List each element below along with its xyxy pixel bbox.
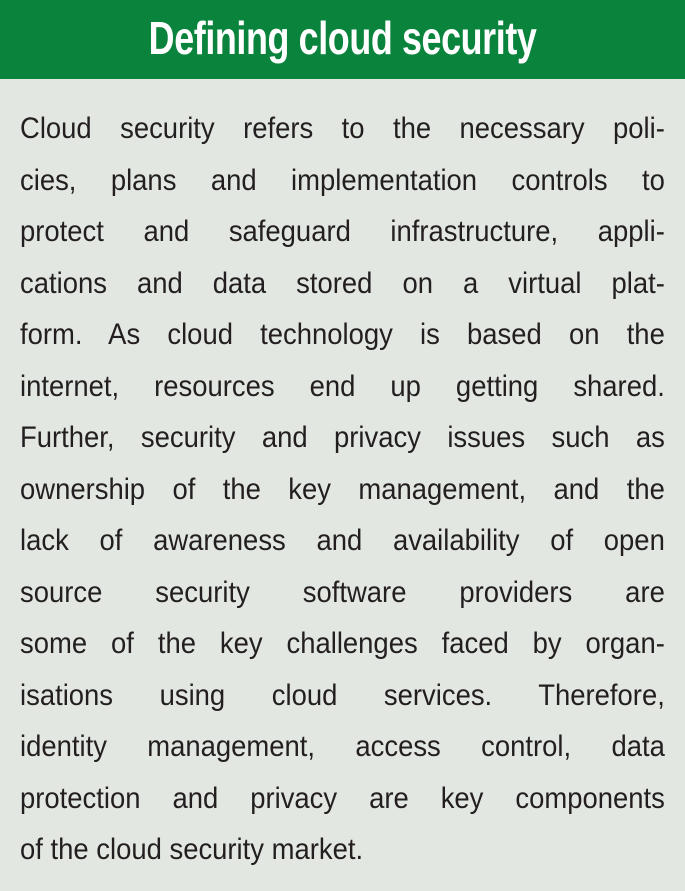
text-line: protection and privacy are key components [20,781,665,815]
text-line: of the cloud security market. [20,833,364,866]
text-line: some of the key challenges faced by organ- [20,627,665,660]
text-line: isations using cloud services. Therefore, [20,678,665,712]
text-line: form. As cloud technology is based on the [20,318,665,351]
text-line: Cloud security refers to the necessary poli- [20,112,665,145]
text-line: Further, security and privacy issues such as [20,421,665,454]
text-line: ownership of the key management, and the [20,472,665,506]
page-title: Defining cloud security [148,11,537,64]
text-line: cies, plans and implementation controls to [20,163,665,197]
article-body [20,103,665,876]
text-line: source security software providers are [20,575,665,609]
text-line: protect and safeguard infrastructure, appli- [20,215,665,248]
text-line: identity management, access control, data [20,730,665,763]
text-line: lack of awareness and availability of open [20,524,665,557]
text-line: internet, resources end up getting shared. [20,369,665,403]
title-banner [0,0,685,79]
text-line: cations and data stored on a virtual plat- [20,266,665,300]
